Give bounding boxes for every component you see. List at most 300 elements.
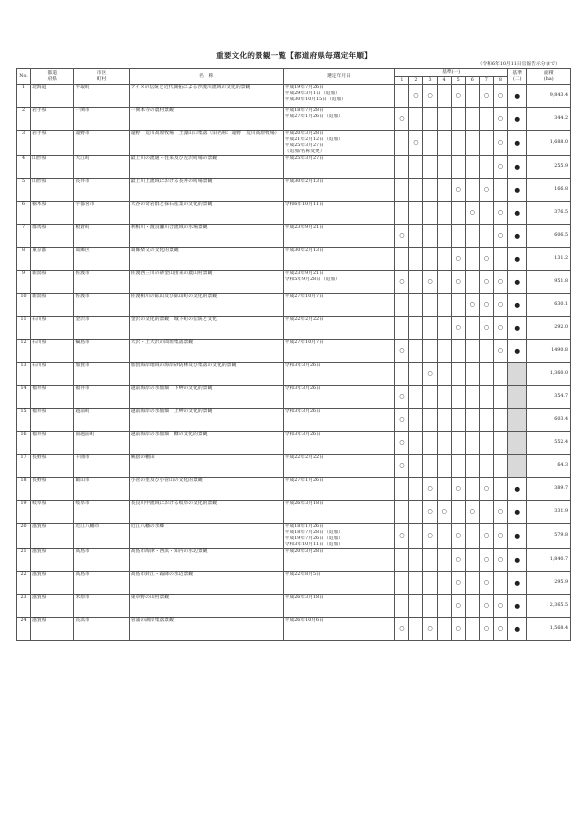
table-row bbox=[17, 408, 571, 431]
criteria1-mark: ○ bbox=[437, 500, 451, 523]
selection-date-line: 平成27年10月7日 bbox=[284, 339, 324, 345]
criteria1-mark bbox=[423, 293, 437, 316]
criteria1-mark bbox=[437, 431, 451, 454]
criteria1-mark: ○ bbox=[423, 270, 437, 293]
criteria1-mark bbox=[493, 247, 507, 270]
selection-date-line: 平成30年2月13日 bbox=[284, 247, 324, 253]
criteria1-mark bbox=[465, 523, 479, 548]
prefecture-cell: 岩手県 bbox=[31, 108, 74, 131]
criteria1-mark bbox=[423, 247, 437, 270]
header-prefecture: 都道 府県 bbox=[31, 69, 74, 85]
criteria2-mark: ● bbox=[507, 500, 527, 523]
table-row bbox=[17, 431, 571, 454]
criteria1-mark bbox=[437, 293, 451, 316]
criteria2-mark: ● bbox=[507, 85, 527, 108]
table-row bbox=[17, 454, 571, 477]
landscape-name-cell: アイヌの伝統と近代開拓による沙流川流域の文化的景観 bbox=[129, 85, 283, 108]
criteria1-mark: ○ bbox=[395, 617, 409, 640]
municipality-cell: 宇都宮市 bbox=[74, 201, 129, 224]
landscape-name-cell: 利根川・渡良瀬川合流域の水場景観 bbox=[129, 224, 283, 247]
selection-date-cell bbox=[283, 270, 395, 293]
criteria1-mark bbox=[437, 247, 451, 270]
selection-date-line: 令和3年3月26日 bbox=[284, 408, 321, 414]
criteria1-mark bbox=[451, 155, 465, 178]
criteria1-mark: ○ bbox=[479, 523, 493, 548]
criteria1-mark: ○ bbox=[451, 85, 465, 108]
municipality-cell: 佐渡市 bbox=[74, 270, 129, 293]
selection-date-cell bbox=[283, 316, 395, 339]
selection-date-line: 平成26年3月18日 bbox=[284, 500, 324, 506]
prefecture-cell: 北海道 bbox=[31, 85, 74, 108]
selection-date-cell bbox=[283, 108, 395, 131]
area-cell: 1,840.7 bbox=[527, 548, 571, 571]
selection-date-line: 平成27年1月26日（追加） bbox=[284, 113, 344, 119]
criteria1-mark: ○ bbox=[451, 523, 465, 548]
criteria1-mark bbox=[465, 224, 479, 247]
criteria1-mark: ○ bbox=[451, 316, 465, 339]
header-criteria1-sub: 5 bbox=[451, 77, 465, 85]
area-cell: 295.9 bbox=[527, 571, 571, 594]
criteria1-mark bbox=[423, 454, 437, 477]
criteria1-mark bbox=[437, 270, 451, 293]
criteria1-mark bbox=[479, 362, 493, 385]
landscape-name-cell: 佐渡相川の鉱山及び鉱山町の文化的景観 bbox=[129, 293, 283, 316]
document-note: （令和6年10月11日官報告示分まで） bbox=[477, 62, 560, 67]
selection-date-cell bbox=[283, 339, 395, 362]
criteria1-mark bbox=[395, 477, 409, 500]
municipality-cell: 千曲市 bbox=[74, 454, 129, 477]
header-criteria1-sub: 8 bbox=[493, 77, 507, 85]
criteria1-mark bbox=[437, 178, 451, 201]
criteria2-mark: ● bbox=[507, 155, 527, 178]
criteria1-mark bbox=[465, 594, 479, 617]
criteria1-mark bbox=[437, 617, 451, 640]
municipality-cell: 岐阜市 bbox=[74, 500, 129, 523]
criteria1-mark bbox=[395, 500, 409, 523]
row-number: 4 bbox=[17, 155, 31, 178]
criteria2-mark: ● bbox=[507, 293, 527, 316]
criteria1-mark bbox=[437, 155, 451, 178]
criteria1-mark bbox=[493, 477, 507, 500]
criteria1-mark: ○ bbox=[493, 293, 507, 316]
prefecture-cell: 石川県 bbox=[31, 316, 74, 339]
prefecture-cell: 滋賀県 bbox=[31, 594, 74, 617]
municipality-cell: 金沢市 bbox=[74, 316, 129, 339]
area-cell: 1,568.4 bbox=[527, 617, 571, 640]
landscape-name-cell: 東草野の山村景観 bbox=[129, 594, 283, 617]
selection-date-line: 平成26年3月18日 bbox=[284, 594, 324, 600]
criteria1-mark bbox=[395, 594, 409, 617]
landscape-name-cell: 高島市海津・西浜・知内の水辺景観 bbox=[129, 548, 283, 571]
criteria1-mark bbox=[409, 408, 423, 431]
criteria1-mark: ○ bbox=[493, 224, 507, 247]
criteria1-mark bbox=[465, 247, 479, 270]
criteria1-mark bbox=[423, 316, 437, 339]
municipality-cell: 平取町 bbox=[74, 85, 129, 108]
criteria1-mark bbox=[479, 339, 493, 362]
row-number: 7 bbox=[17, 224, 31, 247]
selection-date-cell bbox=[283, 548, 395, 571]
row-number: 12 bbox=[17, 339, 31, 362]
table-row bbox=[17, 270, 571, 293]
row-number: 9 bbox=[17, 270, 31, 293]
prefecture-cell: 福井県 bbox=[31, 431, 74, 454]
area-cell: 1,688.0 bbox=[527, 131, 571, 156]
prefecture-cell: 福井県 bbox=[31, 408, 74, 431]
prefecture-cell: 滋賀県 bbox=[31, 548, 74, 571]
criteria1-mark bbox=[437, 108, 451, 131]
criteria1-mark bbox=[465, 385, 479, 408]
criteria1-mark bbox=[493, 385, 507, 408]
row-number: 6 bbox=[17, 201, 31, 224]
criteria1-mark: ○ bbox=[395, 523, 409, 548]
criteria1-mark bbox=[437, 408, 451, 431]
criteria1-mark: ○ bbox=[479, 85, 493, 108]
criteria1-mark bbox=[465, 571, 479, 594]
municipality-cell: 長浜市 bbox=[74, 617, 129, 640]
municipality-cell: 輪島市 bbox=[74, 339, 129, 362]
selection-date-line: 平成19年7月26日（追加） bbox=[284, 535, 344, 541]
selection-date-line: 平成20年3月28日 bbox=[284, 548, 324, 554]
table-row bbox=[17, 224, 571, 247]
header-area: 面積 (ha) bbox=[527, 69, 571, 85]
prefecture-cell: 石川県 bbox=[31, 339, 74, 362]
row-number: 24 bbox=[17, 617, 31, 640]
landscape-name-cell: 佐渡西三川の砂金山由来の農山村景観 bbox=[129, 270, 283, 293]
criteria1-mark bbox=[465, 454, 479, 477]
landscape-name-cell: 葛飾柴又の文化的景観 bbox=[129, 247, 283, 270]
area-cell: 2,365.5 bbox=[527, 594, 571, 617]
criteria1-mark bbox=[479, 500, 493, 523]
criteria1-mark bbox=[423, 201, 437, 224]
row-number: 3 bbox=[17, 131, 31, 156]
selection-date-cell bbox=[283, 201, 395, 224]
criteria1-mark bbox=[409, 548, 423, 571]
criteria1-mark bbox=[451, 224, 465, 247]
row-number: 17 bbox=[17, 454, 31, 477]
municipality-cell: 南越前町 bbox=[74, 431, 129, 454]
landscape-name-cell: 小菅の里及び小菅山の文化的景観 bbox=[129, 477, 283, 500]
row-number: 14 bbox=[17, 385, 31, 408]
prefecture-cell: 山形県 bbox=[31, 178, 74, 201]
header-criteria2: 基準 (二) bbox=[507, 69, 527, 85]
criteria1-mark bbox=[493, 454, 507, 477]
criteria1-mark: ○ bbox=[479, 293, 493, 316]
selection-date-cell bbox=[283, 408, 395, 431]
criteria1-mark: ○ bbox=[479, 247, 493, 270]
municipality-cell: 越前町 bbox=[74, 408, 129, 431]
municipality-cell: 長井市 bbox=[74, 178, 129, 201]
municipality-cell: 福井市 bbox=[74, 385, 129, 408]
selection-date-cell bbox=[283, 500, 395, 523]
criteria1-mark: ○ bbox=[465, 293, 479, 316]
criteria2-mark: ● bbox=[507, 571, 527, 594]
row-number: 19 bbox=[17, 500, 31, 523]
criteria1-mark bbox=[409, 454, 423, 477]
header-date: 選定年月日 bbox=[283, 69, 395, 85]
table-row bbox=[17, 385, 571, 408]
selection-date-line: 平成22年2月22日 bbox=[284, 454, 324, 460]
selection-date-line: 平成21年2月12日（追加） bbox=[284, 136, 344, 142]
selection-date-cell bbox=[283, 617, 395, 640]
landscape-name-cell: 最上川上流域における長井の町場景観 bbox=[129, 178, 283, 201]
criteria1-mark: ○ bbox=[493, 316, 507, 339]
area-cell: 255.9 bbox=[527, 155, 571, 178]
criteria1-mark bbox=[437, 571, 451, 594]
area-cell: 344.2 bbox=[527, 108, 571, 131]
criteria1-mark: ○ bbox=[423, 500, 437, 523]
criteria1-mark bbox=[465, 477, 479, 500]
criteria1-mark bbox=[437, 339, 451, 362]
selection-date-line: 平成18年1月26日 bbox=[284, 523, 324, 529]
municipality-cell: 飯山市 bbox=[74, 477, 129, 500]
criteria1-mark bbox=[423, 155, 437, 178]
criteria1-mark bbox=[423, 224, 437, 247]
municipality-cell: 遠野市 bbox=[74, 131, 129, 156]
criteria1-mark bbox=[451, 108, 465, 131]
criteria1-mark bbox=[437, 201, 451, 224]
row-number: 23 bbox=[17, 594, 31, 617]
criteria1-mark bbox=[423, 431, 437, 454]
criteria1-mark bbox=[409, 178, 423, 201]
area-cell: 606.5 bbox=[527, 224, 571, 247]
table-row bbox=[17, 108, 571, 131]
criteria1-mark bbox=[451, 385, 465, 408]
criteria2-mark: ● bbox=[507, 339, 527, 362]
prefecture-cell: 岩手県 bbox=[31, 131, 74, 156]
selection-date-cell bbox=[283, 454, 395, 477]
criteria1-mark: ○ bbox=[395, 108, 409, 131]
criteria1-mark bbox=[479, 454, 493, 477]
row-number: 16 bbox=[17, 431, 31, 454]
row-number: 22 bbox=[17, 571, 31, 594]
criteria1-mark bbox=[493, 571, 507, 594]
criteria1-mark bbox=[451, 408, 465, 431]
criteria1-mark bbox=[437, 523, 451, 548]
criteria1-mark: ○ bbox=[493, 594, 507, 617]
area-cell: 376.5 bbox=[527, 201, 571, 224]
criteria2-mark: ● bbox=[507, 247, 527, 270]
municipality-cell: 大江町 bbox=[74, 155, 129, 178]
criteria1-mark: ○ bbox=[493, 85, 507, 108]
criteria2-mark: ● bbox=[507, 178, 527, 201]
criteria1-mark bbox=[409, 339, 423, 362]
criteria1-mark bbox=[465, 85, 479, 108]
landscape-name-cell: 越前海岸の水仙畑 上岬の文化的景観 bbox=[129, 408, 283, 431]
selection-date-line: 平成23年9月21日 bbox=[284, 224, 324, 230]
criteria1-mark bbox=[409, 316, 423, 339]
row-number: 1 bbox=[17, 85, 31, 108]
row-number: 15 bbox=[17, 408, 31, 431]
criteria1-mark: ○ bbox=[493, 270, 507, 293]
criteria1-mark: ○ bbox=[395, 385, 409, 408]
municipality-cell: 一関市 bbox=[74, 108, 129, 131]
selection-date-line: 平成18年7月28日（追加） bbox=[284, 529, 344, 535]
selection-date-cell bbox=[283, 362, 395, 385]
criteria1-mark bbox=[437, 316, 451, 339]
criteria1-mark bbox=[395, 293, 409, 316]
municipality-cell: 近江八幡市 bbox=[74, 523, 129, 548]
prefecture-cell: 新潟県 bbox=[31, 293, 74, 316]
criteria1-mark bbox=[451, 339, 465, 362]
landscape-name-cell: 最上川の流通・往来及び左沢町場の景観 bbox=[129, 155, 283, 178]
criteria1-mark bbox=[395, 362, 409, 385]
criteria1-mark: ○ bbox=[423, 477, 437, 500]
criteria1-mark bbox=[409, 224, 423, 247]
landscape-name-cell: 一関本寺の農村景観 bbox=[129, 108, 283, 131]
criteria1-mark bbox=[479, 408, 493, 431]
criteria1-mark: ○ bbox=[493, 108, 507, 131]
table-row bbox=[17, 362, 571, 385]
criteria1-mark: ○ bbox=[451, 270, 465, 293]
criteria1-mark: ○ bbox=[479, 316, 493, 339]
row-number: 2 bbox=[17, 108, 31, 131]
selection-date-line: 平成22年2月22日 bbox=[284, 316, 324, 322]
prefecture-cell: 群馬県 bbox=[31, 224, 74, 247]
criteria1-mark: ○ bbox=[493, 617, 507, 640]
landscape-name-cell: 近江八幡の水郷 bbox=[129, 523, 283, 548]
criteria1-mark: ○ bbox=[395, 224, 409, 247]
area-cell: 292.0 bbox=[527, 316, 571, 339]
criteria1-mark bbox=[395, 85, 409, 108]
criteria1-mark bbox=[423, 548, 437, 571]
criteria1-mark bbox=[395, 201, 409, 224]
criteria1-mark bbox=[465, 431, 479, 454]
document-title: 重要文化的景観一覧【都道府県毎選定年順】 bbox=[216, 51, 372, 60]
criteria2-mark: ● bbox=[507, 477, 527, 500]
criteria2-mark: ● bbox=[507, 523, 527, 548]
header-criteria1-sub: 4 bbox=[437, 77, 451, 85]
criteria1-mark bbox=[479, 108, 493, 131]
criteria2-mark bbox=[507, 408, 527, 431]
selection-date-line: 令和3年10月11日（追加） bbox=[284, 541, 344, 547]
header-name: 名 称 bbox=[129, 69, 283, 85]
criteria1-mark: ○ bbox=[493, 500, 507, 523]
header-criteria1-sub: 3 bbox=[423, 77, 437, 85]
area-cell: 603.4 bbox=[527, 408, 571, 431]
criteria1-mark: ○ bbox=[395, 270, 409, 293]
selection-date-cell bbox=[283, 431, 395, 454]
prefecture-cell: 福井県 bbox=[31, 385, 74, 408]
criteria1-mark bbox=[465, 339, 479, 362]
criteria1-mark bbox=[409, 385, 423, 408]
criteria1-mark: ○ bbox=[479, 571, 493, 594]
prefecture-cell: 新潟県 bbox=[31, 270, 74, 293]
criteria1-mark: ○ bbox=[395, 454, 409, 477]
criteria2-mark: ● bbox=[507, 108, 527, 131]
criteria1-mark: ○ bbox=[451, 594, 465, 617]
landscape-name-cell: 金沢の文化的景観 城下町の伝統と文化 bbox=[129, 316, 283, 339]
table-row bbox=[17, 548, 571, 571]
header-criteria1-sub: 7 bbox=[479, 77, 493, 85]
criteria1-mark: ○ bbox=[479, 617, 493, 640]
criteria1-mark: ○ bbox=[465, 201, 479, 224]
criteria1-mark: ○ bbox=[423, 85, 437, 108]
criteria2-mark: ● bbox=[507, 131, 527, 156]
criteria1-mark: ○ bbox=[493, 548, 507, 571]
criteria1-mark bbox=[423, 594, 437, 617]
criteria2-mark: ● bbox=[507, 224, 527, 247]
criteria1-mark bbox=[451, 500, 465, 523]
table-row bbox=[17, 85, 571, 108]
prefecture-cell: 岐阜県 bbox=[31, 500, 74, 523]
criteria1-mark bbox=[409, 201, 423, 224]
criteria1-mark bbox=[465, 155, 479, 178]
municipality-cell: 佐渡市 bbox=[74, 293, 129, 316]
table-row bbox=[17, 594, 571, 617]
municipality-cell: 葛飾区 bbox=[74, 247, 129, 270]
criteria1-mark bbox=[493, 178, 507, 201]
criteria1-mark: ○ bbox=[423, 362, 437, 385]
table-row bbox=[17, 617, 571, 640]
criteria2-mark: ● bbox=[507, 316, 527, 339]
criteria1-mark bbox=[395, 178, 409, 201]
table-row bbox=[17, 247, 571, 270]
table-row bbox=[17, 201, 571, 224]
header-criteria1-sub: 1 bbox=[395, 77, 409, 85]
municipality-cell: 米原市 bbox=[74, 594, 129, 617]
criteria1-mark: ○ bbox=[479, 594, 493, 617]
table-row bbox=[17, 178, 571, 201]
area-cell: 630.1 bbox=[527, 293, 571, 316]
criteria1-mark: ○ bbox=[409, 131, 423, 156]
criteria1-mark bbox=[409, 362, 423, 385]
criteria1-mark: ○ bbox=[451, 571, 465, 594]
criteria1-mark: ○ bbox=[451, 617, 465, 640]
criteria1-mark: ○ bbox=[493, 201, 507, 224]
table-row bbox=[17, 571, 571, 594]
header-criteria1-sub: 2 bbox=[409, 77, 423, 85]
criteria1-mark: ○ bbox=[451, 178, 465, 201]
selection-date-line: 令和3年3月26日 bbox=[284, 362, 321, 368]
criteria1-mark bbox=[465, 178, 479, 201]
criteria1-mark: ○ bbox=[395, 339, 409, 362]
landscape-name-cell: 越前海岸の水仙畑 下岬の文化的景観 bbox=[129, 385, 283, 408]
criteria1-mark bbox=[437, 85, 451, 108]
criteria1-mark bbox=[465, 617, 479, 640]
criteria2-mark: ● bbox=[507, 548, 527, 571]
criteria1-mark bbox=[423, 408, 437, 431]
selection-date-line: 令和3年3月26日 bbox=[284, 385, 321, 391]
criteria1-mark bbox=[451, 454, 465, 477]
criteria2-mark bbox=[507, 431, 527, 454]
criteria1-mark bbox=[479, 155, 493, 178]
criteria2-mark: ● bbox=[507, 594, 527, 617]
area-cell: 131.2 bbox=[527, 247, 571, 270]
landscape-name-cell: 加賀海岸地域の海岸砂防林及び集落の文化的景観 bbox=[129, 362, 283, 385]
criteria1-mark bbox=[423, 385, 437, 408]
criteria1-mark: ○ bbox=[493, 523, 507, 548]
criteria2-mark bbox=[507, 454, 527, 477]
criteria1-mark bbox=[493, 362, 507, 385]
row-number: 20 bbox=[17, 523, 31, 548]
selection-date-cell bbox=[283, 178, 395, 201]
criteria1-mark bbox=[451, 131, 465, 156]
landscape-name-cell: 大沢・上大沢の間垣集落景観 bbox=[129, 339, 283, 362]
selection-date-cell bbox=[283, 155, 395, 178]
criteria1-mark bbox=[395, 131, 409, 156]
selection-date-cell bbox=[283, 385, 395, 408]
selection-date-cell bbox=[283, 594, 395, 617]
selection-date-line: 平成27年10月7日 bbox=[284, 293, 324, 299]
landscape-name-cell: 菅浦の湖岸集落景観 bbox=[129, 617, 283, 640]
header-criteria1-sub: 6 bbox=[465, 77, 479, 85]
selection-date-cell bbox=[283, 247, 395, 270]
criteria1-mark bbox=[437, 224, 451, 247]
criteria1-mark: ○ bbox=[451, 548, 465, 571]
criteria1-mark bbox=[409, 617, 423, 640]
criteria1-mark bbox=[437, 454, 451, 477]
